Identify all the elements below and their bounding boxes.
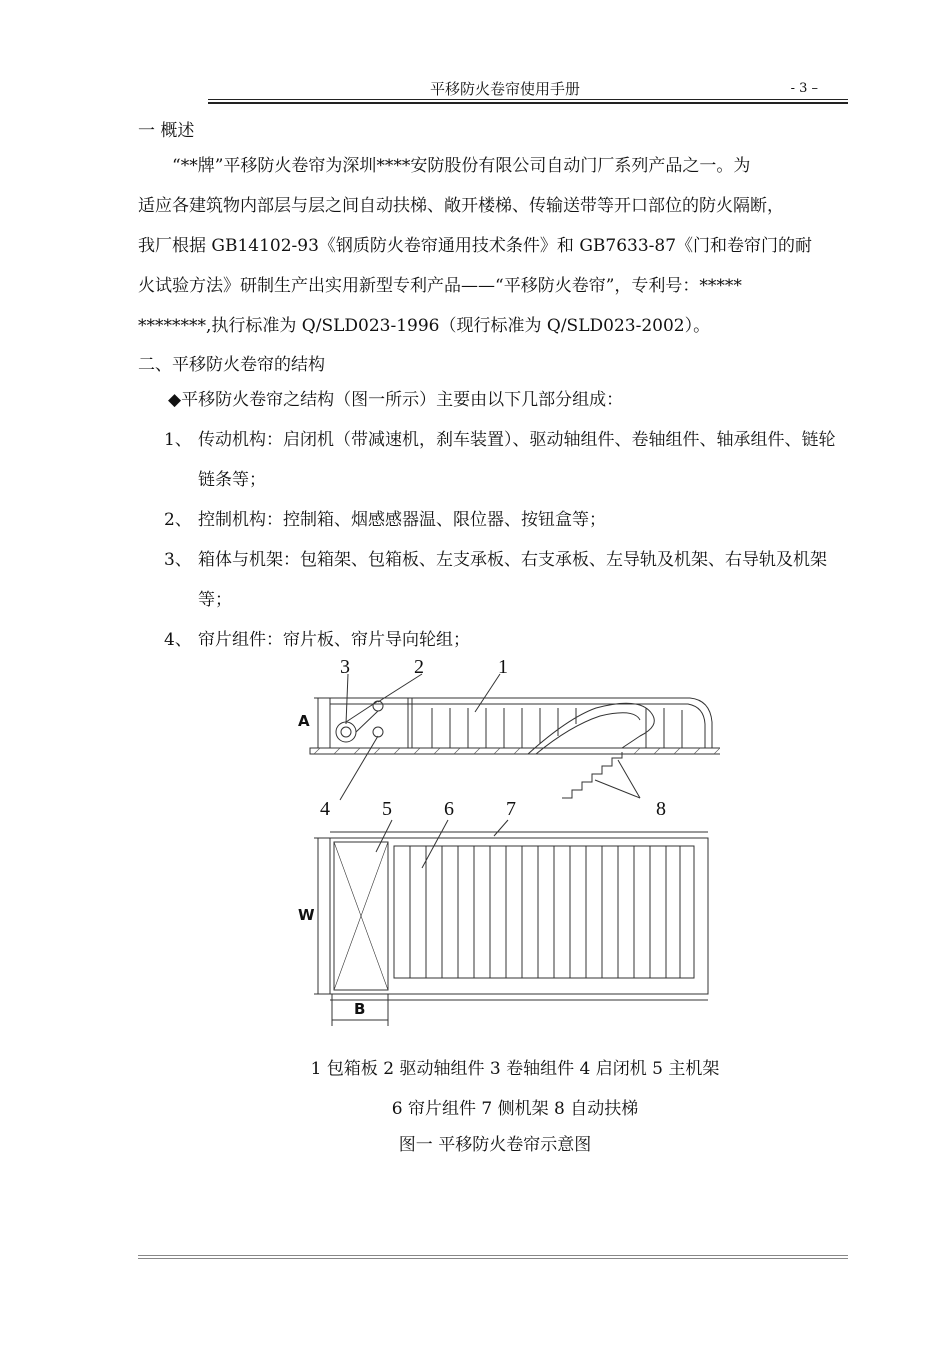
- figure-label-8: 8: [656, 798, 666, 820]
- roller-axle: [336, 722, 356, 742]
- plan-view: [314, 820, 708, 1026]
- list-item-number: 3、: [164, 550, 192, 570]
- header-rule: [208, 99, 848, 100]
- figure-legend-line2: 6 帘片组件 7 侧机架 8 自动扶梯: [391, 1099, 639, 1119]
- section1-heading: 一 概述: [138, 121, 195, 141]
- motor-sprocket: [373, 727, 383, 737]
- housing-outline: [330, 698, 712, 748]
- figure-label-4: 4: [320, 798, 330, 820]
- figure-label-5: 5: [382, 798, 392, 820]
- figure-legend-line1: 1 包箱板 2 驱动轴组件 3 卷轴组件 4 启闭机 5 主机架: [310, 1059, 720, 1079]
- footer-rule: [138, 1255, 848, 1256]
- list-item-number: 1、: [164, 430, 192, 450]
- list-item-number: 2、: [164, 510, 192, 530]
- figure-diagram: [300, 652, 720, 1032]
- list-item: [138, 540, 850, 620]
- escalator-cutout: [528, 703, 654, 754]
- paragraph-line: “**牌”平移防火卷帘为深圳****安防股份有限公司自动门厂系列产品之一。为: [172, 156, 751, 176]
- list-item: [138, 500, 850, 540]
- figure-caption: 图一 平移防火卷帘示意图: [398, 1135, 592, 1155]
- list-item: [138, 420, 850, 500]
- footer-rule: [138, 1258, 848, 1259]
- section1-paragraph: [138, 146, 850, 346]
- dimension-a-label: A: [298, 712, 310, 730]
- figure-label-1: 1: [498, 656, 508, 678]
- paragraph-line: 适应各建筑物内部层与层之间自动扶梯、敞开楼梯、传输送带等开口部位的防火隔断，: [138, 196, 784, 216]
- list-item-text: 帘片组件：帘片板、帘片导向轮组；: [198, 630, 470, 650]
- paragraph-line: ********,执行标准为 Q/SLD023-1996（现行标准为 Q/SLD023-2002）。: [138, 316, 711, 336]
- page-number: - 3 –: [790, 81, 818, 96]
- list-item-number: 4、: [164, 630, 192, 650]
- floor-hatching: [314, 748, 720, 754]
- header-title: 平移防火卷帘使用手册: [430, 80, 581, 98]
- document-body: [138, 116, 850, 660]
- figure-label-2: 2: [414, 656, 424, 678]
- paragraph-line: 火试验方法》研制生产出实用新型专利产品——“平移防火卷帘”，专利号：*****: [138, 276, 742, 296]
- dimension-w-label: W: [298, 906, 315, 924]
- escalator-steps: [562, 752, 622, 798]
- curtain-slats: [394, 846, 694, 978]
- paragraph-line: 我厂根据 GB14102-93《钢质防火卷帘通用技术条件》和 GB7633-87《门和卷帘门的耐: [138, 236, 813, 256]
- header-rule-thick: [208, 102, 848, 104]
- drive-sprocket: [373, 701, 383, 711]
- plan-outline: [330, 838, 708, 994]
- figure-label-3: 3: [340, 656, 350, 678]
- list-item-text: 传动机构：启闭机（带减速机，刹车装置）、驱动轴组件、卷轴组件、轴承组件、链轮链条等；: [198, 430, 836, 490]
- section2-heading: 二、平移防火卷帘的结构: [138, 355, 325, 375]
- page-header: [208, 78, 848, 102]
- list-item-text: 控制机构：控制箱、烟感感器温、限位器、按钮盒等；: [198, 510, 606, 530]
- dimension-b-label: B: [354, 1000, 366, 1018]
- figure-label-6: 6: [444, 798, 454, 820]
- list-item-text: 箱体与机架：包箱架、包箱板、左支承板、右支承板、左导轨及机架、右导轨及机架等；: [198, 550, 827, 610]
- figure-label-7: 7: [506, 798, 516, 820]
- side-view: [310, 674, 720, 800]
- structure-schematic: [300, 652, 720, 1032]
- section2-intro: ◆平移防火卷帘之结构（图一所示）主要由以下几部分组成：: [168, 390, 624, 410]
